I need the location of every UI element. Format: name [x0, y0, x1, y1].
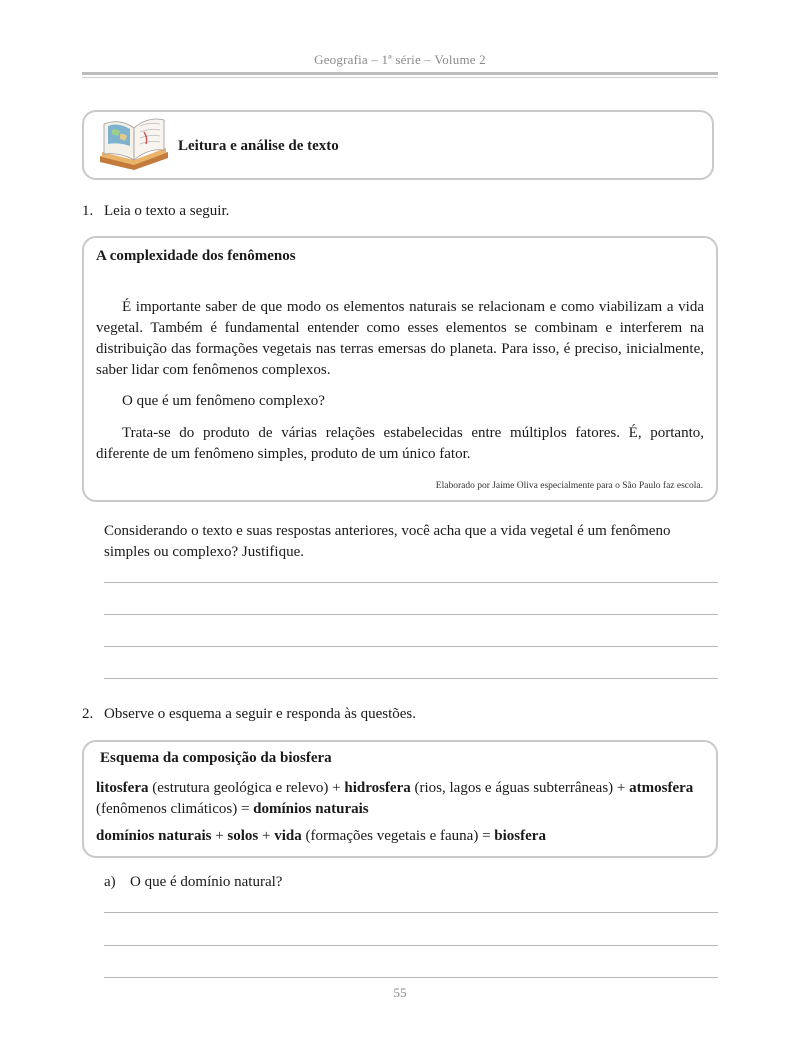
- page-number: 55: [393, 985, 407, 1000]
- term-atmosfera: atmosfera: [629, 780, 694, 796]
- subquestion-a-text: O que é domínio natural?: [130, 874, 283, 890]
- answer-line[interactable]: [104, 614, 718, 615]
- section-title: Leitura e análise de texto: [178, 138, 339, 154]
- open-book-icon: [94, 112, 174, 170]
- question-2-number: 2.: [82, 706, 94, 722]
- question-1-text: Considerando o texto e suas respostas anteriores, você acha que a vida vegetal é um fenômeno simples ou complexo? Justifique.: [104, 523, 671, 560]
- term-hidrosfera: hidrosfera: [344, 780, 411, 796]
- reading-box-title: A complexidade dos fenômenos: [96, 248, 296, 264]
- question-1-prompt: Leia o texto a seguir.: [104, 203, 230, 219]
- schema-line-1: [96, 778, 706, 820]
- reading-paragraph-3: Trata-se do produto de várias relações estabelecidas entre múltiplos fatores. É, portanto, diferente de um fenômeno simples, produto de um único fator.: [96, 425, 704, 462]
- answer-line[interactable]: [104, 977, 718, 978]
- reading-paragraph-1: É importante saber de que modo os elementos naturais se relacionam e como viabilizam a vida vegetal. Também é fundamental entender como esses elementos se combinam e interferem na distribuição das formações vegetais nas terras emersas do planeta. Para isso, é preciso, inicialmente, saber lidar com fenômenos complexos.: [96, 299, 704, 378]
- reading-paragraph-2: O que é um fenômeno complexo?: [122, 393, 325, 409]
- schema-text: (rios, lagos e águas subterrâneas) +: [410, 780, 630, 796]
- schema-text: (formações vegetais e fauna) =: [301, 828, 495, 844]
- schema-text: +: [211, 828, 228, 844]
- answer-line[interactable]: [104, 678, 718, 679]
- question-2-prompt: Observe o esquema a seguir e responda às questões.: [104, 706, 416, 722]
- header-rule-thick: [82, 72, 718, 75]
- answer-line[interactable]: [104, 582, 718, 583]
- schema-text: +: [258, 828, 275, 844]
- schema-title: Esquema da composição da biosfera: [100, 750, 332, 766]
- subquestion-a-label: a): [104, 874, 116, 890]
- term-dominios-naturais: domínios naturais: [96, 828, 212, 844]
- term-litosfera: litosfera: [96, 780, 149, 796]
- header-rule-thin: [82, 77, 718, 78]
- schema-line-2: [96, 826, 706, 847]
- term-dominios-naturais: domínios naturais: [253, 801, 369, 817]
- schema-text: (fenômenos climáticos) =: [96, 801, 254, 817]
- answer-line[interactable]: [104, 646, 718, 647]
- term-biosfera: biosfera: [494, 828, 546, 844]
- reading-credit: Elaborado por Jaime Oliva especialmente para o São Paulo faz escola.: [435, 481, 703, 491]
- question-1-number: 1.: [82, 203, 94, 219]
- schema-text: (estrutura geológica e relevo) +: [148, 780, 345, 796]
- term-vida: vida: [274, 828, 302, 844]
- answer-line[interactable]: [104, 945, 718, 946]
- running-header: Geografia – 1ª série – Volume 2: [314, 52, 486, 67]
- section-banner: [82, 110, 714, 180]
- term-solos: solos: [227, 828, 259, 844]
- answer-line[interactable]: [104, 912, 718, 913]
